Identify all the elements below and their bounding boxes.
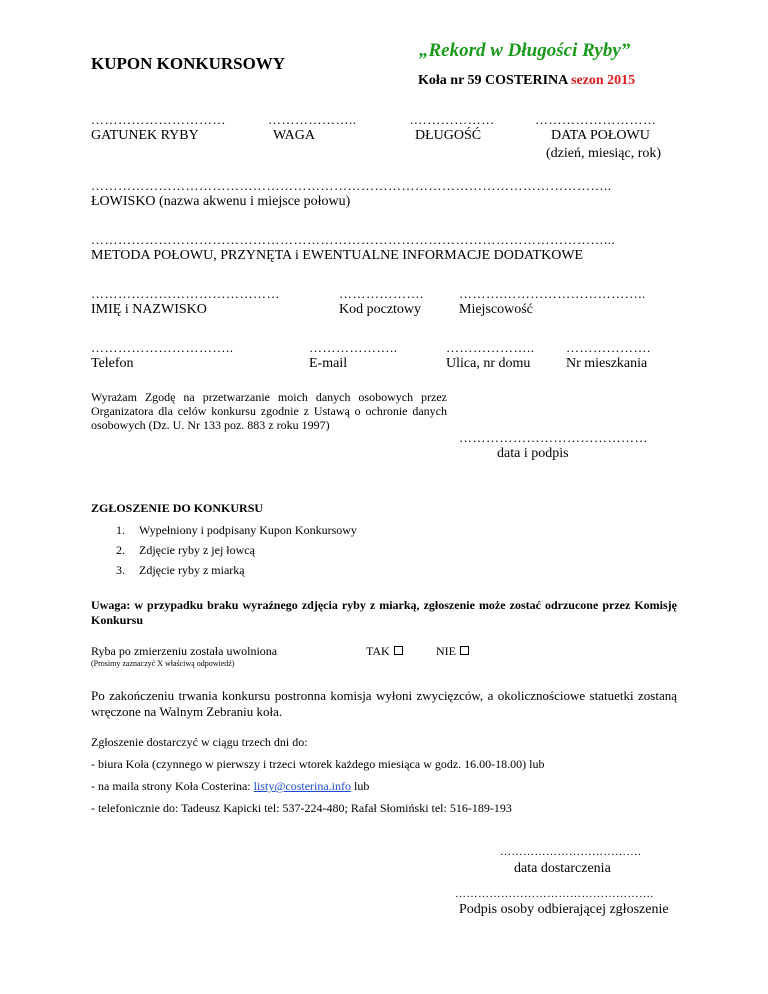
release-no-option[interactable] <box>436 644 469 658</box>
release-yes-option[interactable] <box>366 644 403 658</box>
species-label: GATUNEK RYBY <box>91 128 199 143</box>
release-no-label: NIE <box>436 644 456 658</box>
mail-link[interactable]: listy@costerina.info <box>253 779 352 793</box>
delivery-mail-suffix: lub <box>354 779 370 793</box>
release-question: Ryba po zmierzeniu została uwolniona <box>91 644 278 658</box>
contest-name: „Rekord w Długości Ryby” <box>419 40 631 61</box>
no-checkbox[interactable] <box>460 646 469 655</box>
submission-item: Wypełniony i podpisany Kupon Konkursowy <box>139 523 357 537</box>
club-info <box>418 73 635 89</box>
fishery-field[interactable]: …………………………………………………………………………………………………….. <box>91 178 612 193</box>
fishery-label: ŁOWISKO (nazwa akwenu i miejsce połowu) <box>91 194 351 209</box>
release-hint: (Prosimy zaznaczyć X właściwą odpowiedź) <box>91 659 235 668</box>
signature-field[interactable]: …………………………………… <box>459 430 648 445</box>
catch-date-field[interactable]: ……………………… <box>535 112 657 127</box>
submission-item: Zdjęcie ryby z jej łowcą <box>139 543 255 557</box>
name-label: IMIĘ i NAZWISKO <box>91 302 207 317</box>
delivery-date-field[interactable]: ………………………………. <box>500 846 642 858</box>
submission-item-num: 2. <box>116 543 125 557</box>
street-label: Ulica, nr domu <box>446 356 531 371</box>
city-label: Miejscowość <box>459 302 533 317</box>
email-field[interactable]: ……………….. <box>309 340 398 355</box>
method-field[interactable]: ……………………………………………………………………………………………………... <box>91 232 616 247</box>
season: sezon 2015 <box>571 73 636 88</box>
species-field[interactable]: ………………………… <box>91 112 226 127</box>
name-field[interactable]: …………………………………… <box>91 286 280 301</box>
club-name: Koła nr 59 COSTERINA <box>418 73 568 88</box>
outcome-text: Po zakończeniu trwania konkursu postronna komisja wyłoni zwycięzców, a okolicznościowe statuetki zostaną wręczone na Walnym Zebraniu koła. <box>91 688 677 719</box>
submission-item: Zdjęcie ryby z miarką <box>139 563 245 577</box>
yes-checkbox[interactable] <box>394 646 403 655</box>
delivery-intro: Zgłoszenie dostarczyć w ciągu trzech dni do: <box>91 735 308 749</box>
page-title: KUPON KONKURSOWY <box>91 54 286 73</box>
weight-label: WAGA <box>273 128 315 143</box>
delivery-mail <box>91 779 369 793</box>
postal-code-label: Kod pocztowy <box>339 302 422 317</box>
delivery-mail-prefix: - na maila strony Koła Costerina: <box>91 779 251 793</box>
apartment-field[interactable]: ………………. <box>566 340 651 355</box>
release-yes-label: TAK <box>366 644 390 658</box>
signature-label: data i podpis <box>497 446 569 461</box>
phone-label: Telefon <box>91 356 134 371</box>
submission-item-num: 1. <box>116 523 125 537</box>
city-field[interactable]: ……….………………………….. <box>459 286 646 301</box>
submission-heading: ZGŁOSZENIE DO KONKURSU <box>91 501 264 515</box>
catch-date-hint: (dzień, miesiąc, rok) <box>546 146 662 161</box>
apartment-label: Nr mieszkania <box>566 356 648 371</box>
method-label: METODA POŁOWU, PRZYNĘTA i EWENTUALNE INFORMACJE DODATKOWE <box>91 248 584 263</box>
delivery-office: - biura Koła (czynnego w pierwszy i trzeci wtorek każdego miesiąca w godz. 16.00-18.00) lub <box>91 757 545 771</box>
length-field[interactable]: .……………… <box>410 112 495 127</box>
weight-field[interactable]: ……………….. <box>268 112 357 127</box>
delivery-phone: - telefonicznie do: Tadeusz Kapicki tel: 537-224-480; Rafał Słomiński tel: 516-189-193 <box>91 801 512 815</box>
postal-code-field[interactable]: ………………. <box>339 286 424 301</box>
delivery-date-label: data dostarczenia <box>514 861 611 876</box>
catch-date-label: DATA POŁOWU <box>551 128 650 143</box>
consent-text: Wyrażam Zgodę na przetwarzanie moich danych osobowych przez Organizatora dla celów konkursu zgodnie z Ustawą o ochronie danych osobowych (Dz. U. Nr 133 poz. 883 z roku 1997) <box>91 390 447 432</box>
warning-text: Uwaga: w przypadku braku wyraźnego zdjęcia ryby z miarką, zgłoszenie może zostać odrzucone przez Komisję Konkursu <box>91 598 677 627</box>
length-label: DŁUGOŚĆ <box>415 128 482 143</box>
phone-field[interactable]: ………………………….. <box>91 340 234 355</box>
receiver-signature-field[interactable]: ……………………………………………. <box>455 888 654 900</box>
submission-item-num: 3. <box>116 563 125 577</box>
street-field[interactable]: ……………….. <box>446 340 535 355</box>
email-label: E-mail <box>309 356 348 371</box>
receiver-signature-label: Podpis osoby odbierającej zgłoszenie <box>459 902 669 917</box>
